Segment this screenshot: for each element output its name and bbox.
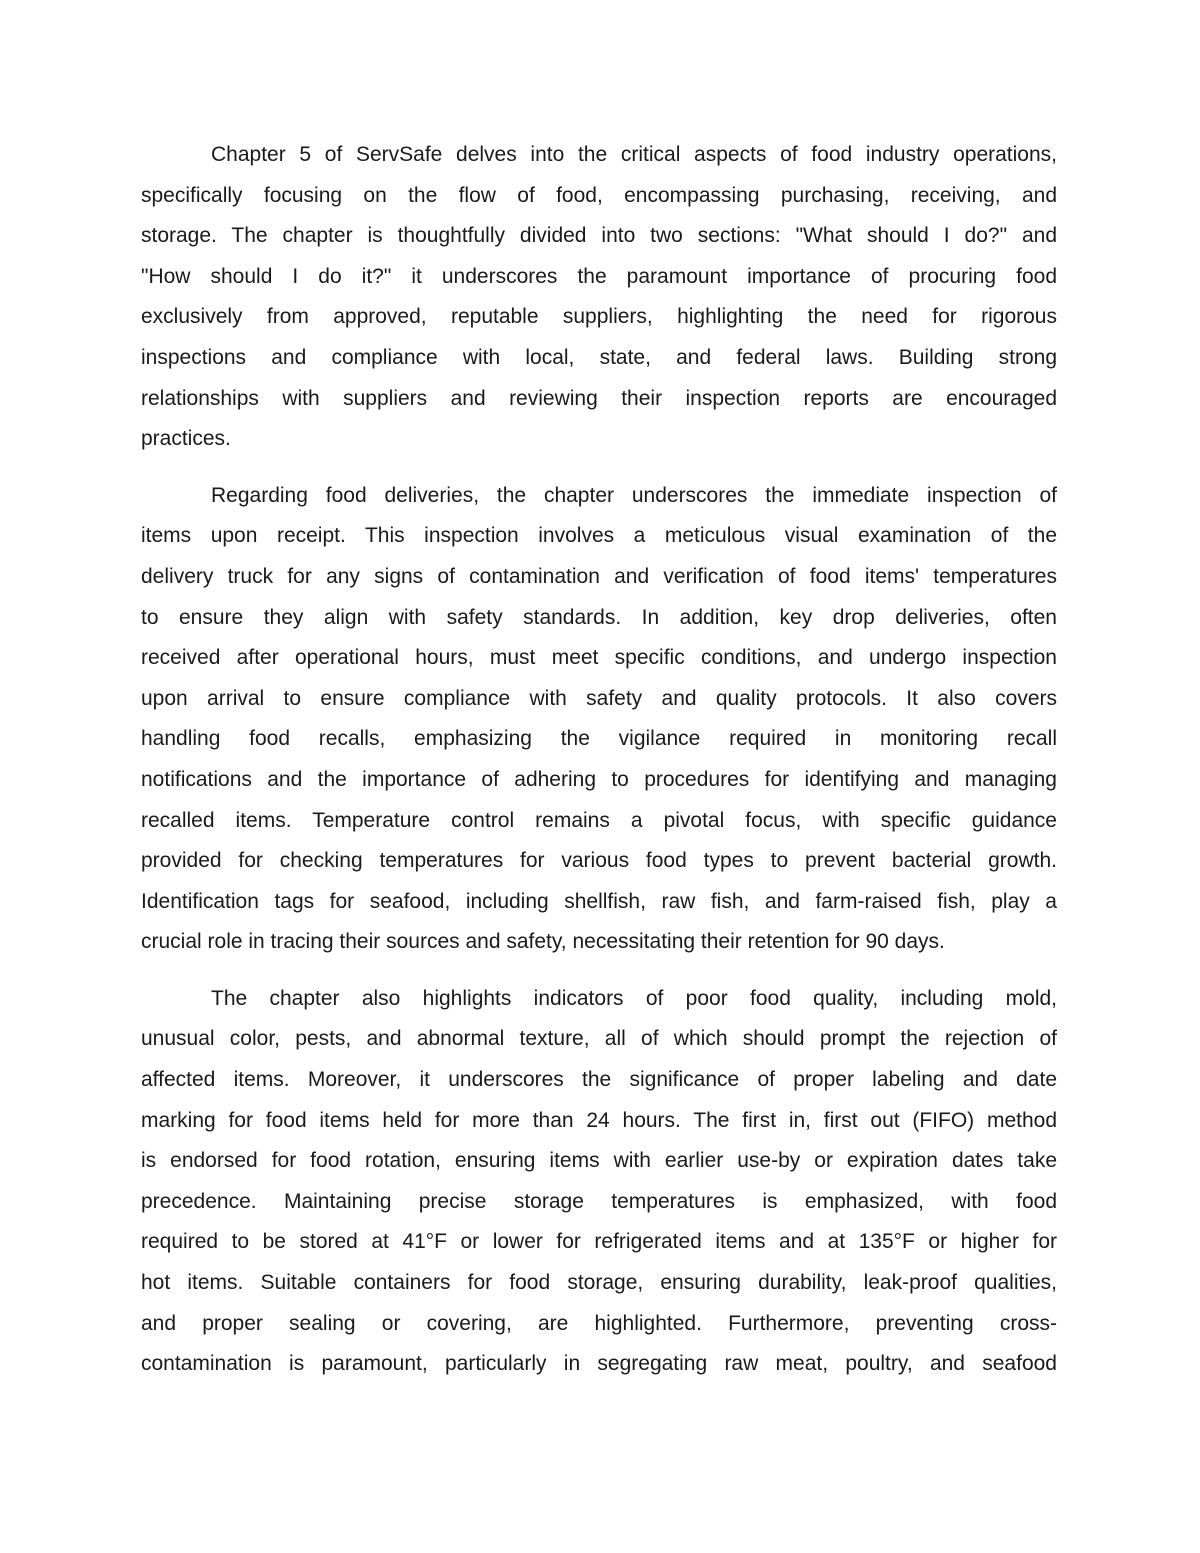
document-body (141, 135, 1057, 1401)
text-line: affected items. Moreover, it underscores the significance of proper labeling and date (141, 1068, 1057, 1092)
text-line: and proper sealing or covering, are highlighted. Furthermore, preventing cross- (141, 1311, 1057, 1335)
text-line: inspections and compliance with local, state, and federal laws. Building strong (141, 345, 1057, 369)
text-line: Identification tags for seafood, including shellfish, raw fish, and farm-raised fish, play a (141, 889, 1057, 913)
text-line: specifically focusing on the flow of food, encompassing purchasing, receiving, and (141, 183, 1057, 207)
text-line: marking for food items held for more than 24 hours. The first in, first out (FIFO) method (141, 1108, 1057, 1132)
text-line: hot items. Suitable containers for food storage, ensuring durability, leak-proof qualities, (141, 1271, 1057, 1295)
text-line: crucial role in tracing their sources and safety, necessitating their retention for 90 days. (141, 930, 945, 954)
text-line: Regarding food deliveries, the chapter underscores the immediate inspection of (211, 483, 1057, 507)
text-line: upon arrival to ensure compliance with safety and quality protocols. It also covers (141, 686, 1057, 710)
text-line: is endorsed for food rotation, ensuring items with earlier use-by or expiration dates take (141, 1149, 1057, 1173)
text-line: notifications and the importance of adhering to procedures for identifying and managing (141, 767, 1057, 791)
paragraph-3 (141, 979, 1057, 1385)
text-line: recalled items. Temperature control remains a pivotal focus, with specific guidance (141, 808, 1057, 832)
text-line: required to be stored at 41°F or lower for refrigerated items and at 135°F or higher for (141, 1230, 1057, 1254)
text-line: to ensure they align with safety standards. In addition, key drop deliveries, often (141, 605, 1057, 629)
paragraph-1 (141, 135, 1057, 460)
text-line: delivery truck for any signs of contamination and verification of food items' temperatures (141, 564, 1057, 588)
text-line: contamination is paramount, particularly in segregating raw meat, poultry, and seafood (141, 1352, 1057, 1376)
text-line: unusual color, pests, and abnormal texture, all of which should prompt the rejection of (141, 1027, 1057, 1051)
text-line: items upon receipt. This inspection involves a meticulous visual examination of the (141, 524, 1057, 548)
text-line: handling food recalls, emphasizing the vigilance required in monitoring recall (141, 727, 1057, 751)
text-line: precedence. Maintaining precise storage temperatures is emphasized, with food (141, 1189, 1057, 1213)
text-line: provided for checking temperatures for various food types to prevent bacterial growth. (141, 849, 1057, 873)
text-line: The chapter also highlights indicators of poor food quality, including mold, (211, 986, 1057, 1010)
text-line: exclusively from approved, reputable suppliers, highlighting the need for rigorous (141, 305, 1057, 329)
text-line: practices. (141, 427, 231, 451)
paragraph-2 (141, 476, 1057, 963)
text-line: Chapter 5 of ServSafe delves into the critical aspects of food industry operations, (211, 143, 1057, 166)
text-line: storage. The chapter is thoughtfully divided into two sections: "What should I do?" and (141, 224, 1057, 248)
text-line: "How should I do it?" it underscores the paramount importance of procuring food (141, 264, 1057, 288)
text-line: received after operational hours, must meet specific conditions, and undergo inspection (141, 646, 1057, 670)
text-line: relationships with suppliers and reviewing their inspection reports are encouraged (141, 386, 1057, 410)
